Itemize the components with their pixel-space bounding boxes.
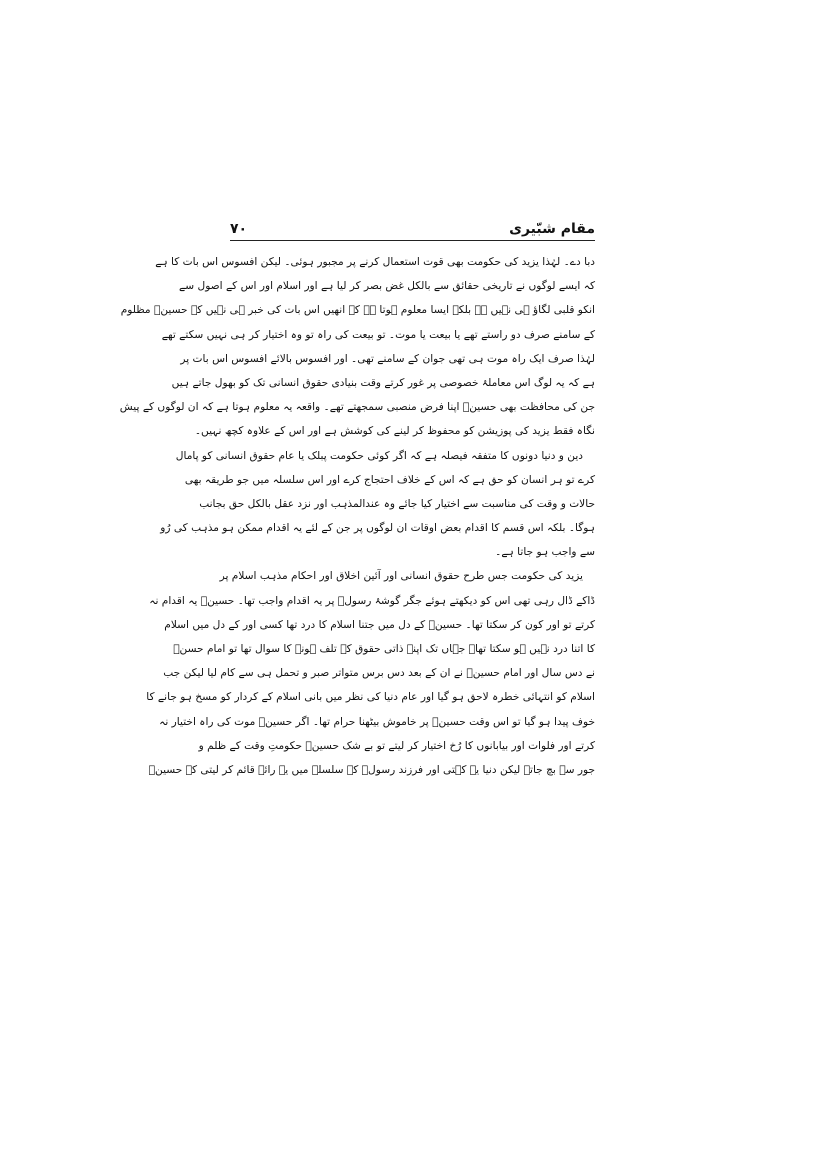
text-line: ڈاکے ڈال رہی تھی اس کو دیکھتے ہوئے جگر گوشۂ رسولؐ پر یہ اقدام واجب تھا۔ حسینؑ یہ اقدام نہ: [149, 594, 595, 607]
text-line: سے واجب ہو جاتا ہے۔: [495, 546, 595, 559]
body-text: [119, 250, 595, 782]
text-line: نگاہ فقط یزید کی پوزیشن کو محفوظ کر لینے کی کوشش ہے اور اس کے علاوہ کچھ نہیں۔: [194, 425, 595, 438]
text-line: کرتے تو اور کون کر سکتا تھا۔ حسینؑ کے دل میں جتنا اسلام کا درد تھا کسی اور کے دل میں اسلام: [164, 618, 595, 631]
text-line: کرتے اور فلوات اور بیابانوں کا رُخ اختیار کر لیتے تو بے شک حسینؑ حکومتِ وقت کے ظلم و: [198, 739, 595, 752]
text-line: انکو قلبی لگاؤ ہی نہیں ہے بلکہ ایسا معلوم ہوتا ہے کہ انھیں اس بات کی خبر ہی نہیں کہ حسینؑ مظلوم: [120, 304, 595, 317]
text-line: یزید کی حکومت جس طرح حقوق انسانی اور آئین اخلاق اور احکام مذہب اسلام پر: [219, 570, 583, 583]
text-line: جور سے بچ جاتے لیکن دنیا یہ کہتی اور فرزند رسولؐ کے سلسلے میں یہ رائے قائم کر لیتی کہ حسینؑ: [148, 763, 595, 776]
text-line: ہوگا۔ بلکہ اس قسم کا اقدام بعض اوقات ان لوگوں پر جن کے لئے یہ اقدام ممکن ہو مذہب کی رُو: [160, 522, 595, 535]
text-line: ہے کہ یہ لوگ اس معاملۂ خصوصی پر غور کرتے وقت بنیادی حقوق انسانی تک کو بھول جاتے ہیں: [171, 376, 595, 389]
text-line: کرے تو ہر انسان کو حق ہے کہ اس کے خلاف احتجاج کرے اور اس سلسلہ میں جو طریقہ بھی: [184, 473, 595, 486]
text-line: کے سامنے صرف دو راستے تھے یا بیعت یا موت۔ تو بیعت کی راہ تو وہ اختیار کر ہی نہیں سکتے تھے: [161, 328, 595, 341]
paragraph: [146, 564, 595, 782]
running-header-title: مقام شبّیری: [509, 221, 595, 237]
text-line: خوف پیدا ہو گیا تو اس وقت حسینؑ پر خاموش بیٹھنا حرام تھا۔ اگر حسینؑ موت کی راہ اختیار نہ: [159, 715, 595, 728]
paragraph: [119, 250, 595, 444]
text-line: کہ ایسے لوگوں نے تاریخی حقائق سے بالکل غض بصر کر لیا ہے اور اسلام اور اس کے اصول سے: [179, 280, 595, 293]
header-rule: [230, 240, 595, 241]
paragraph: [160, 444, 595, 565]
text-line: کا اتنا درد نہیں ہو سکتا تھا۔ جہاں تک اپنے ذاتی حقوق کے تلف ہونے کا سوال تھا تو امام حسنؑ: [173, 643, 595, 655]
text-line: حالات و وقت کی مناسبت سے اختیار کیا جائے وہ عندالمذہب اور نزد عقل بالکل حق بجانب: [199, 497, 595, 510]
page-number: ۷۰: [230, 221, 248, 237]
page-header: [230, 218, 595, 248]
text-line: دین و دنیا دونوں کا متفقہ فیصلہ ہے کہ اگر کوئی حکومت پبلک یا عام حقوق انسانی کو پامال: [175, 449, 583, 462]
text-line: دبا دے۔ لہٰذا یزید کی حکومت بھی قوت استعمال کرنے پر مجبور ہوئی۔ لیکن افسوس اس بات کا ہے: [155, 256, 595, 268]
text-line: لہٰذا صرف ایک راہ موت ہی تھی جوان کے سامنے تھی۔ اور افسوس بالائے افسوس اس بات پر: [180, 352, 595, 365]
text-line: جن کی محافظت بھی حسینؑ اپنا فرض منصبی سمجھتے تھے۔ واقعہ یہ معلوم ہوتا ہے کہ ان لوگوں کے پیش: [119, 401, 595, 414]
text-line: نے دس سال اور امام حسینؑ نے ان کے بعد دس برس متواتر صبر و تحمل ہی سے کام لیا لیکن جب: [163, 667, 595, 680]
text-line: اسلام کو انتہائی خطرہ لاحق ہو گیا اور عام دنیا کی نظر میں بانی اسلام کے کردار کو مسخ ہو جانے کا: [146, 691, 595, 704]
